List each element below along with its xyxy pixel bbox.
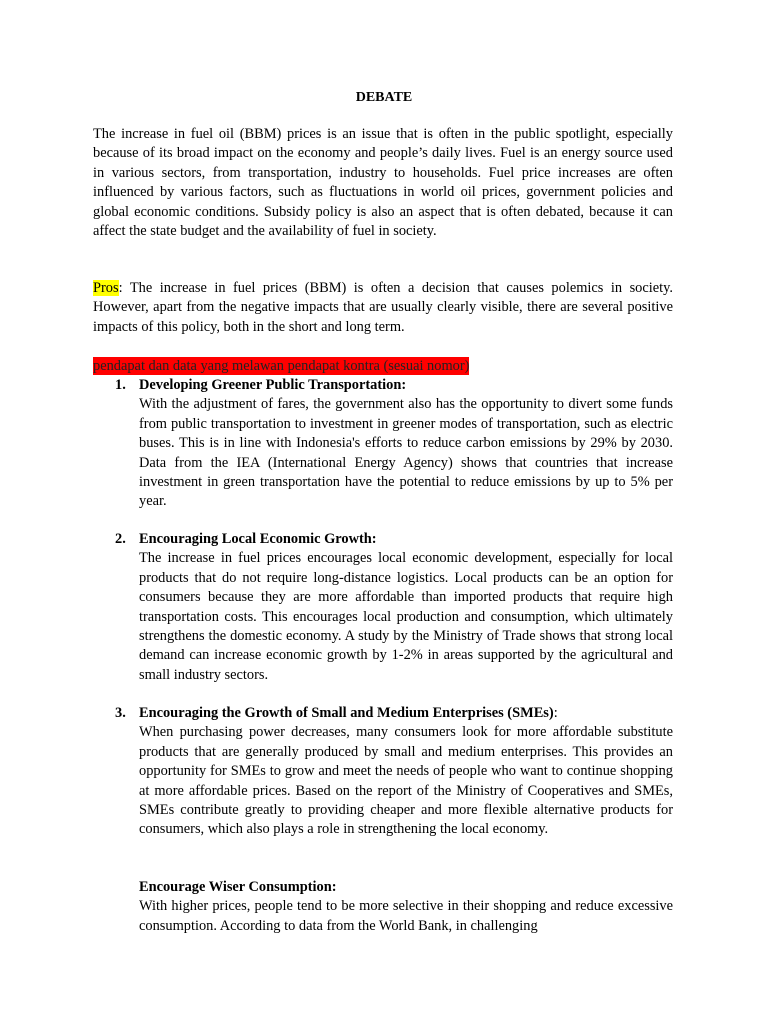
- list-item-body: When purchasing power decreases, many consumers look for more affordable substitute products that are generally produced by small and medium enterprises. This provides an opportunity for SMEs to grow and meet the needs of people who want to continue shopping at more affordable prices. Based on the report of the Ministry of Cooperatives and SMEs, SMEs contribute greatly to providing cheaper and more flexible alternative products for consumers, which also plays a role in strengthening the local economy.: [139, 724, 673, 838]
- list-item-number: 1.: [115, 377, 126, 393]
- document-title: DEBATE: [355, 90, 413, 105]
- list-item-2: [115, 530, 675, 685]
- intro-paragraph: The increase in fuel oil (BBM) prices is an issue that is often in the public spotlight, especially because of its broad impact on the economy and people’s daily lives. Fuel is an energy source used in various sectors, from transportation, industry to households. Fuel price increases are often influenced by various factors, such as fluctuations in world oil prices, government policies and global economic conditions. Subsidy policy is also an aspect that is often debated, because it can affect the state budget and the availability of fuel in society.: [93, 126, 673, 240]
- list-item-4: [115, 878, 675, 936]
- list-item-heading: 2. Encouraging Local Economic Growth:: [115, 530, 675, 549]
- list-item-body: With the adjustment of fares, the government also has the opportunity to divert some funds from public transportation to investment in greener modes of transportation, such as electric buses. This is in line with Indonesia's efforts to reduce carbon emissions by 29% by 2030. Data from the IEA (International Energy Agency) shows that countries that increase investment in green transportation have the potential to reduce emissions by up to 5% per year.: [139, 396, 673, 510]
- pros-paragraph: [93, 279, 673, 337]
- list-item-body: With higher prices, people tend to be more selective in their shopping and reduce excessive consumption. According to data from the World Bank, in challenging: [139, 898, 673, 934]
- pros-text: : The increase in fuel prices (BBM) is often a decision that causes polemics in society. However, apart from the negative impacts that are usually clearly visible, there are several positive impacts of this policy, both in the short and long term.: [93, 280, 673, 335]
- list-item-1: [115, 376, 675, 512]
- list-item-number: 2.: [115, 531, 126, 547]
- list-item-3: [115, 704, 675, 840]
- list-item-heading: 1. Developing Greener Public Transportation:: [115, 376, 675, 395]
- pros-label: Pros: [93, 280, 119, 296]
- list-item-heading: Encourage Wiser Consumption:: [139, 879, 337, 895]
- list-item-number: 3.: [115, 705, 126, 721]
- list-item-body: The increase in fuel prices encourages local economic development, especially for local products that do not require long-distance logistics. Local products can be an option for consumers because they are more affordable than imported products that require high transportation costs. This encourages local production and consumption, which ultimately strengthens the domestic economy. A study by the Ministry of Trade shows that strong local demand can increase economic growth by 1-2% in areas supported by the agricultural and small industry sectors.: [139, 550, 673, 683]
- red-highlighted-note: pendapat dan data yang melawan pendapat kontra (sesuai nomor): [93, 358, 470, 374]
- list-item-heading: 3. Encouraging the Growth of Small and Medium Enterprises (SMEs):: [115, 704, 675, 723]
